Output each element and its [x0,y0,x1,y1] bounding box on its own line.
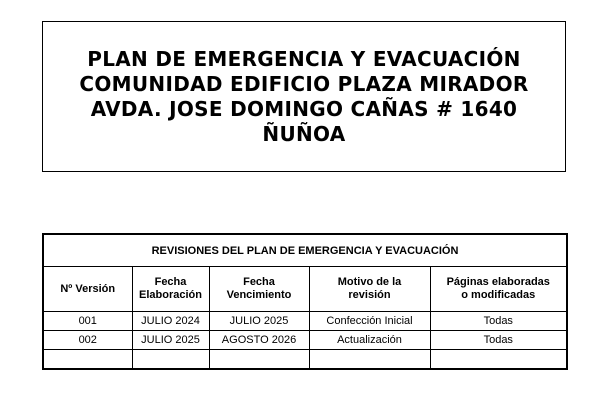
cell-expiration-date [209,350,309,370]
revisions-header-row [43,267,567,312]
header-reason-line-2: revisión [348,289,391,301]
header-elaboration-line-2: Elaboración [139,289,202,301]
header-elaboration-date [132,267,209,312]
header-expiration-date [209,267,309,312]
cell-elaboration-date: JULIO 2025 [132,331,209,350]
revisions-table [42,233,568,370]
cell-pages: Todas [430,312,567,331]
cell-version: 001 [43,312,132,331]
table-row [43,312,567,331]
cell-version [43,350,132,370]
table-row [43,331,567,350]
cell-elaboration-date: JULIO 2024 [132,312,209,331]
cell-revision-reason [309,350,430,370]
cell-revision-reason: Confección Inicial [309,312,430,331]
cell-revision-reason: Actualización [309,331,430,350]
header-pages-line-2: o modificadas [461,289,536,301]
cell-pages: Todas [430,331,567,350]
cell-version: 002 [43,331,132,350]
table-row [43,350,567,370]
header-version [43,267,132,312]
title-line-plan: PLAN DE EMERGENCIA Y EVACUACIÓN [87,46,521,71]
header-version-label: Nº Versión [60,282,116,295]
title-line-commune: ÑUÑOA [262,121,346,146]
header-reason-line-1: Motivo de la [337,276,402,288]
cell-expiration-date: JULIO 2025 [209,312,309,331]
cell-elaboration-date [132,350,209,370]
title-line-community: COMUNIDAD EDIFICIO PLAZA MIRADOR [79,71,529,96]
document-title-box [42,21,566,172]
revisions-caption-row [43,234,567,267]
cell-pages [430,350,567,370]
revisions-caption: REVISIONES DEL PLAN DE EMERGENCIA Y EVACUACIÓN [43,234,567,267]
header-pages [430,267,567,312]
header-revision-reason [309,267,430,312]
header-expiration-line-1: Fecha [243,276,275,288]
header-expiration-line-2: Vencimiento [226,289,292,301]
cell-expiration-date: AGOSTO 2026 [209,331,309,350]
title-line-address: AVDA. JOSE DOMINGO CAÑAS # 1640 [90,96,518,121]
header-pages-line-1: Páginas elaboradas [446,276,550,288]
header-elaboration-line-1: Fecha [154,276,187,288]
